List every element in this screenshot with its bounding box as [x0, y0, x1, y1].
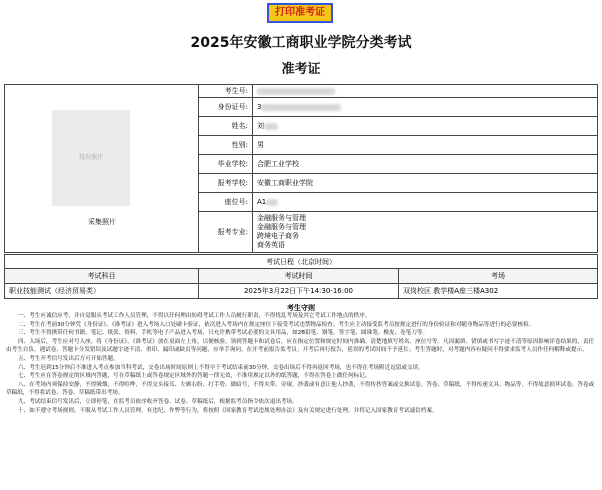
schedule-header: 考场 — [399, 269, 598, 284]
rule-item: 四、入场后，考生应对号入座，将《身份证》、《准考证》放在桌面左上角，以便核验。领到答题卡和试卷后，应在指定位置和规定时间内准确、清楚地填写姓名、座位号等。凡因漏填、错填或书写字迹不清等原因影响评卷结果的，责任由考生自负。遇试卷、答题卡分发错误及试题字迹不清、重印、漏印或缺页等问题，应举手询问，在开考前报告监考员；开考后再行报告，延误的考试时间不予延长；考生答题时，对考题内容有疑问不得要求监考人员作任何解释或提示。 — [6, 338, 595, 354]
rule-item: 五、考生开考信号发出后方可开始答题。 — [18, 355, 119, 362]
majors-list — [253, 212, 598, 253]
photo-label: 采集照片 — [88, 218, 116, 226]
major-item: 商务英语 — [257, 241, 285, 249]
exam-subject: 职业技能测试（经济贸易类） — [5, 284, 199, 299]
redacted-mark — [261, 104, 341, 111]
field-label: 座位号: — [199, 193, 253, 212]
major-item: 金融服务与管理 — [257, 223, 306, 231]
candidate-info-table — [4, 84, 598, 253]
major-item: 金融服务与管理 — [257, 214, 306, 222]
exam-schedule-table — [4, 254, 598, 299]
schedule-header: 考试科目 — [5, 269, 199, 284]
field-label: 报考学校: — [199, 174, 253, 193]
photo-cell — [5, 85, 199, 253]
photo-placeholder: 没有照片 — [52, 110, 130, 206]
field-label: 毕业学校: — [199, 155, 253, 174]
exam-time: 2025年3月22日下午14:30-16:00 — [199, 284, 399, 299]
rule-item: 十、如不遵守考场规则，不服从考试工作人员管理，有违纪、作弊等行为，将按照《国家教育考试违规处理办法》及有关规定进行处理，并将记入国家教育考试诚信档案。 — [18, 407, 438, 414]
field-label: 身份证号: — [199, 98, 253, 117]
rule-item: 九、考试结束信号发出后，立即停笔，在监考员依序收齐答卷、试卷、草稿纸后，根据监考员指令依次退出考场。 — [18, 398, 298, 405]
print-admission-ticket-button[interactable]: 打印准考证 — [267, 3, 333, 23]
page-title: 2025年安徽工商职业学院分类考试 — [190, 35, 412, 51]
applied-school-value: 安徽工商职业学院 — [253, 174, 598, 193]
rules-list — [6, 312, 596, 415]
page-subtitle: 准考证 — [281, 62, 321, 77]
redacted-mark — [266, 199, 278, 206]
rule-item: 二、考生在考前30分钟凭《身份证》、《准考证》进入考场入口处刷卡验证，依次进入考场内在规定座位下接受考试违禁物品检查。考生应主动接受监考员按规定进行的身份验证和对随身物品等进行的必要核检。 — [18, 321, 535, 328]
candidate-number-value — [253, 85, 598, 98]
rule-item: 一、考生应诚信应考，并自觉服从考试工作人员管理，不得以任何理由妨碍考试工作人员履行职责，不得扰乱考场及其它考试工作地点的秩序。 — [18, 313, 371, 319]
gender-value: 男 — [253, 136, 598, 155]
redacted-mark — [257, 88, 335, 95]
graduation-school-value: 合肥工业学校 — [253, 155, 598, 174]
rule-item: 八、在考场内须保持安静，不得吸烟，不得喧哗，不得交头接耳、左顾右盼、打手势、做暗号，不得夹带、旁窥、抄袭或有意让他人抄袭，不得传抄答案或交换试卷、答卷、草稿纸，不得传递文具、物品等，不得故意损坏试卷、答卷或草稿纸，不得将试卷、答卷、草稿纸带出考场。 — [6, 381, 595, 397]
schedule-header: 考试时间 — [199, 269, 399, 284]
id-number-value: 3 — [253, 98, 598, 117]
rule-item: 七、考生应在答卷规定的区域内答题，写在草稿纸上或答卷规定区域外的答题一律无效，不准用规定以外的纸答题，不得在答卷上做任何标记。 — [18, 373, 371, 380]
exam-room: 双岗校区 教学楼A座三楼A302 — [399, 284, 598, 299]
rules-title: 考生守则 — [287, 304, 315, 312]
name-value: 刘 — [253, 117, 598, 136]
rule-item: 三、考生不得携带任何书籍、笔记、纸张、资料、手机等电子产品进入考场，只允许携带考试必要的文具用品，如2B铅笔、钢笔、签字笔、圆珠笔、橡皮、卷笔刀等。 — [18, 330, 429, 337]
field-label: 报考专业: — [199, 212, 253, 253]
major-item: 跨境电子商务 — [257, 232, 299, 240]
field-label: 考生号: — [199, 85, 253, 98]
field-label: 性别: — [199, 136, 253, 155]
table-row — [5, 284, 598, 299]
field-label: 姓名: — [199, 117, 253, 136]
seat-number-value: A1 — [253, 193, 598, 212]
rule-item: 六、考生迟到15分钟后不准进入考点参加当科考试，交卷出场时间原则上不得早于考试结束前30分钟，交卷出场后不得再返回考场，也不得在考场附近逗留或交谈。 — [18, 364, 424, 371]
schedule-title: 考试日程（北京时间） — [5, 255, 598, 269]
redacted-mark — [264, 123, 278, 130]
